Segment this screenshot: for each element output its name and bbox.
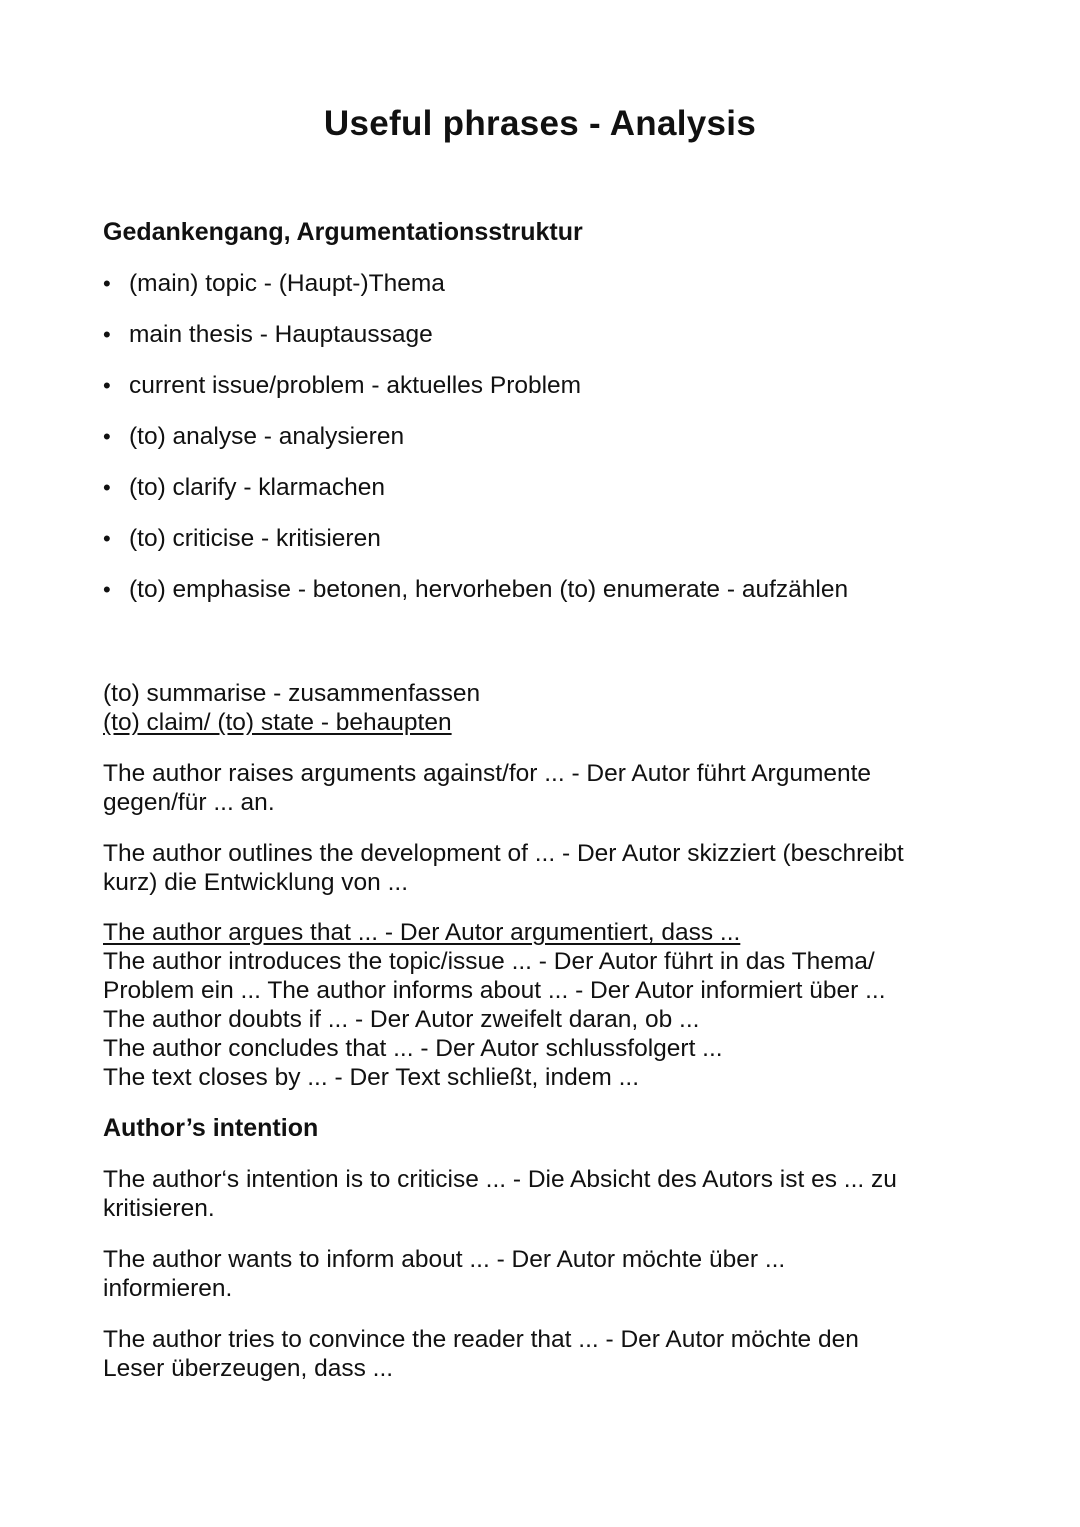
list-item: • (to) criticise - kritisieren (103, 523, 848, 574)
phrase-line: The author outlines the development of ... - Der Autor skizziert (beschreibt (103, 840, 904, 867)
bullet-icon: • (103, 475, 111, 500)
bullet-icon: • (103, 271, 111, 296)
list-item: • (to) clarify - klarmachen (103, 472, 848, 523)
section-heading-argumentation: Gedankengang, Argumentationsstruktur (103, 218, 583, 246)
phrase-line: (to) summarise - zusammenfassen (103, 680, 481, 707)
phrase-line: kurz) die Entwicklung von ... (103, 869, 409, 896)
phrase-bullet-list (103, 268, 848, 625)
phrase-line: The author argues that ... - Der Autor argumentiert, dass ... (103, 919, 741, 946)
bullet-icon: • (103, 424, 111, 449)
phrase-line: kritisieren. (103, 1195, 215, 1222)
phrase-line: informieren. (103, 1275, 233, 1302)
phrase-line: The text closes by ... - Der Text schließt, indem ... (103, 1064, 640, 1091)
bullet-icon: • (103, 322, 111, 347)
phrase-line: (to) claim/ (to) state - behaupten (103, 709, 452, 736)
phrase-line: The author tries to convince the reader that ... - Der Autor möchte den (103, 1326, 859, 1353)
phrase-line: The author wants to inform about ... - Der Autor möchte über ... (103, 1246, 786, 1273)
page-title: Useful phrases - Analysis (323, 104, 757, 143)
phrase-line: gegen/für ... an. (103, 789, 275, 816)
phrase-line: The author‘s intention is to criticise ... - Die Absicht des Autors ist es ... zu (103, 1166, 897, 1193)
phrase-line: The author raises arguments against/for ... - Der Autor führt Argumente (103, 760, 872, 787)
phrase-line: The author concludes that ... - Der Autor schlussfolgert ... (103, 1035, 723, 1062)
list-item: • (to) emphasise - betonen, hervorheben (to) enumerate - aufzählen (103, 574, 848, 625)
phrase-line: The author doubts if ... - Der Autor zweifelt daran, ob ... (103, 1006, 700, 1033)
phrase-line: The author introduces the topic/issue ... - Der Autor führt in das Thema/ (103, 948, 875, 975)
phrase-line: Leser überzeugen, dass ... (103, 1355, 394, 1382)
bullet-icon: • (103, 526, 111, 551)
phrase-line: Problem ein ... The author informs about ... - Der Autor informiert über ... (103, 977, 886, 1004)
bullet-icon: • (103, 577, 111, 602)
list-item: • main thesis - Hauptaussage (103, 319, 848, 370)
list-item: • current issue/problem - aktuelles Problem (103, 370, 848, 421)
list-item: • (to) analyse - analysieren (103, 421, 848, 472)
section-heading-intention: Author’s intention (103, 1114, 319, 1142)
list-item: • (main) topic - (Haupt-)Thema (103, 268, 848, 319)
bullet-icon: • (103, 373, 111, 398)
